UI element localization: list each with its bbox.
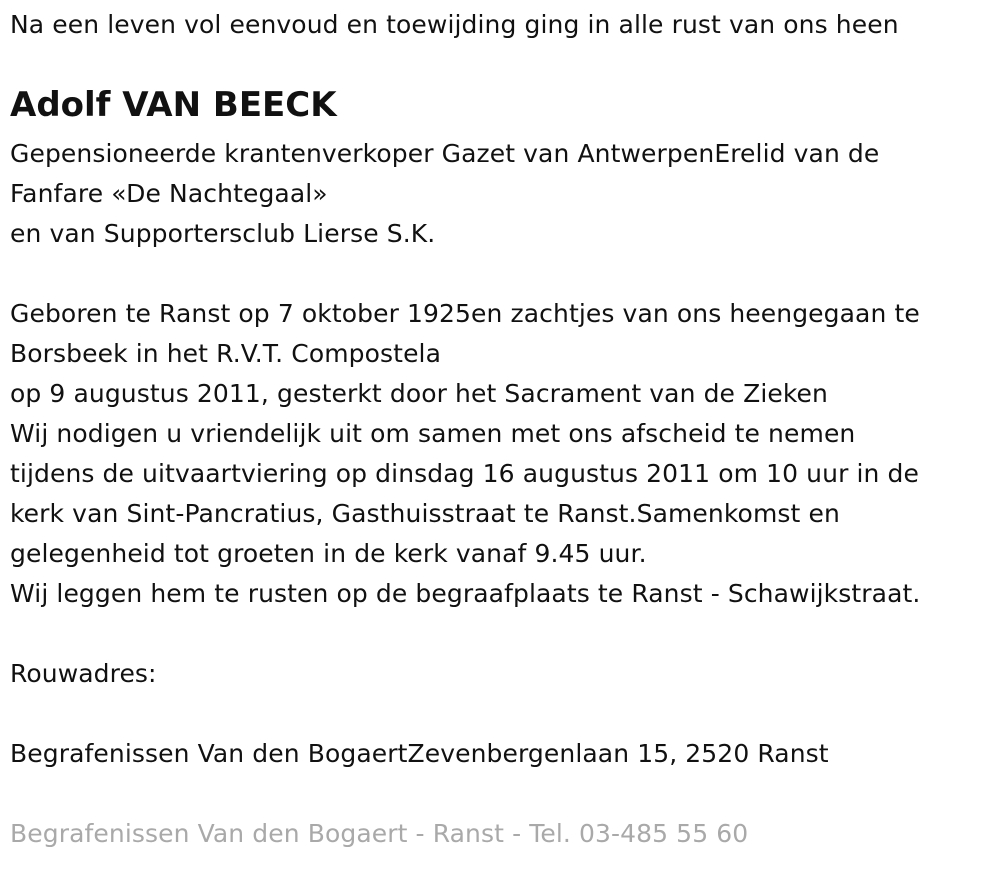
details-block bbox=[10, 294, 920, 614]
profession-line: Fanfare «De Nachtegaal» bbox=[10, 179, 328, 208]
funeral-address: Begrafenissen Van den BogaertZevenbergenlaan 15, 2520 Ranst bbox=[10, 739, 829, 768]
details-line: Geboren te Ranst op 7 oktober 1925en zachtjes van ons heengegaan te bbox=[10, 299, 920, 328]
intro-text: Na een leven vol eenvoud en toewijding ging in alle rust van ons heen bbox=[10, 10, 899, 39]
profession-block bbox=[10, 134, 879, 254]
details-line: Wij nodigen u vriendelijk uit om samen met ons afscheid te nemen bbox=[10, 419, 856, 448]
profession-line: en van Supportersclub Lierse S.K. bbox=[10, 219, 436, 248]
details-line: tijdens de uitvaartviering op dinsdag 16 augustus 2011 om 10 uur in de bbox=[10, 459, 919, 488]
details-line: kerk van Sint-Pancratius, Gasthuisstraat te Ranst.Samenkomst en bbox=[10, 499, 840, 528]
profession-line: Gepensioneerde krantenverkoper Gazet van AntwerpenErelid van de bbox=[10, 139, 880, 168]
deceased-name: Adolf VAN BEECK bbox=[10, 85, 337, 125]
details-line: op 9 augustus 2011, gesterkt door het Sacrament van de Zieken bbox=[10, 379, 828, 408]
details-line: Borsbeek in het R.V.T. Compostela bbox=[10, 339, 442, 368]
address-label: Rouwadres: bbox=[10, 659, 157, 688]
details-line: gelegenheid tot groeten in de kerk vanaf 9.45 uur. bbox=[10, 539, 647, 568]
details-line: Wij leggen hem te rusten op de begraafplaats te Ranst - Schawijkstraat. bbox=[10, 579, 921, 608]
footer-contact: Begrafenissen Van den Bogaert - Ranst - Tel. 03-485 55 60 bbox=[10, 819, 749, 848]
